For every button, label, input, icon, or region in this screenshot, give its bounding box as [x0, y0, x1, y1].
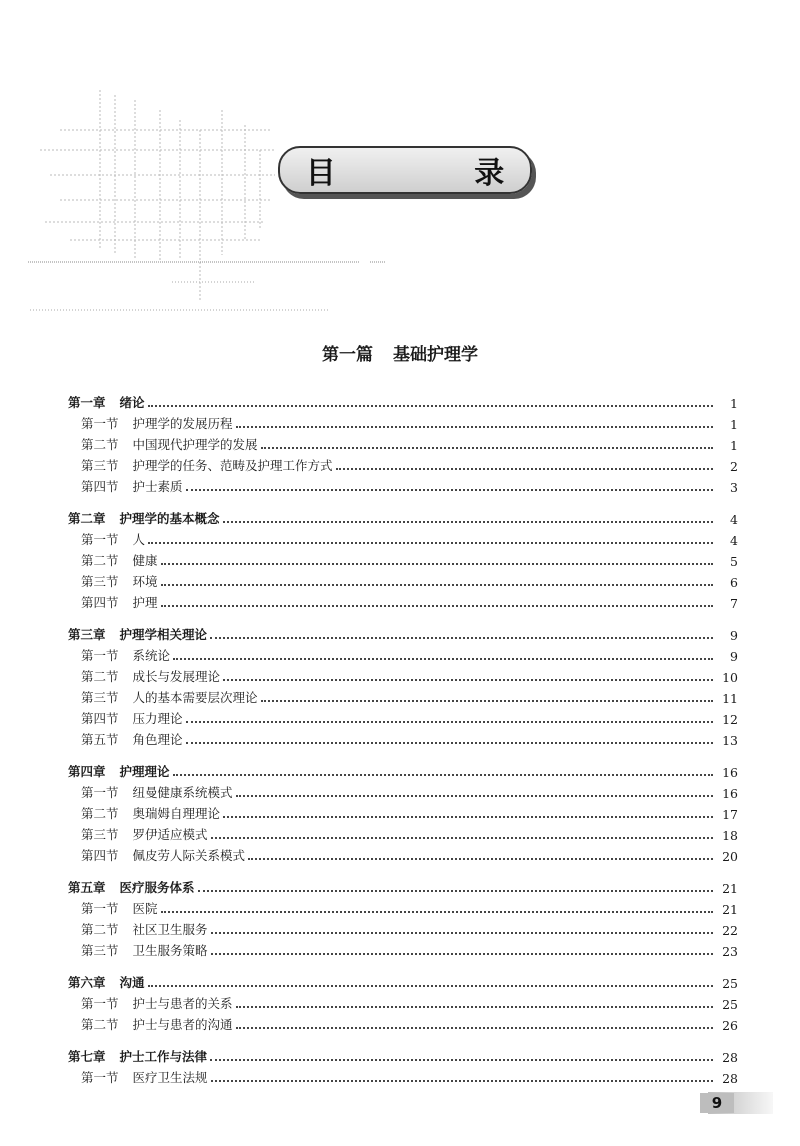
chapter-title: 绪论 [119, 395, 145, 410]
section-title: 护士与患者的关系 [132, 996, 233, 1011]
dot-leader [211, 932, 713, 934]
section-title: 纽曼健康系统模式 [132, 785, 233, 800]
section-title: 系统论 [132, 648, 171, 663]
page-number-ref: 20 [722, 849, 738, 864]
section-title: 人的基本需要层次理论 [132, 690, 258, 705]
section-label: 第二节 [81, 437, 119, 452]
toc-section-entry [68, 643, 738, 664]
toc-section-entry [68, 1065, 738, 1086]
page-number-ref: 28 [722, 1071, 738, 1086]
toc-section-entry [68, 685, 738, 706]
dot-leader [186, 721, 713, 723]
dot-leader [261, 447, 713, 449]
section-title: 罗伊适应模式 [132, 827, 208, 842]
page-number-ref: 23 [722, 944, 738, 959]
dot-leader [210, 1059, 713, 1061]
dot-leader [223, 816, 713, 818]
dot-leader [236, 1027, 713, 1029]
section-label: 第一节 [81, 1070, 119, 1085]
page-number-ref: 16 [722, 765, 738, 780]
dot-leader [261, 700, 713, 702]
toc-chapter-entry [68, 622, 738, 643]
section-title: 佩皮劳人际关系模式 [132, 848, 246, 863]
page-number-ref: 6 [730, 575, 738, 590]
section-title: 健康 [132, 553, 158, 568]
section-title: 中国现代护理学的发展 [132, 437, 258, 452]
toc-section-entry [68, 822, 738, 843]
page-number-ref: 28 [722, 1050, 738, 1065]
section-label: 第一节 [81, 532, 119, 547]
page-number-ref: 21 [722, 881, 738, 896]
toc-section-entry [68, 843, 738, 864]
dot-leader [223, 679, 713, 681]
dot-leader [173, 774, 713, 776]
dot-leader [161, 584, 713, 586]
dot-leader [211, 1080, 713, 1082]
section-label: 第二节 [81, 922, 119, 937]
toc-section-entry [68, 664, 738, 685]
page-number-ref: 25 [722, 976, 738, 991]
chapter-label: 第四章 [68, 764, 106, 779]
page-number-ref: 17 [722, 807, 738, 822]
section-label: 第三节 [81, 574, 119, 589]
page-number-ref: 12 [722, 712, 738, 727]
chapter-title: 医疗服务体系 [119, 880, 195, 895]
dot-leader [211, 837, 713, 839]
chapter-title: 护士工作与法律 [119, 1049, 208, 1064]
section-title: 医院 [132, 901, 158, 916]
toc-section-entry [68, 896, 738, 917]
page-number-ref: 4 [730, 512, 738, 527]
page-number-ref: 4 [730, 533, 738, 548]
toc-section-entry [68, 432, 738, 453]
section-title: 成长与发展理论 [132, 669, 221, 684]
section-title: 奥瑞姆自理理论 [132, 806, 221, 821]
section-label: 第三节 [81, 690, 119, 705]
section-title: 角色理论 [132, 732, 183, 747]
section-label: 第四节 [81, 711, 119, 726]
dot-leader [161, 563, 713, 565]
page-number-ref: 1 [730, 396, 738, 411]
dot-leader [186, 742, 713, 744]
section-title: 护理学的任务、范畴及护理工作方式 [132, 458, 333, 473]
chapter-label: 第七章 [68, 1049, 106, 1064]
page-number-ref: 13 [722, 733, 738, 748]
chapter-label: 第五章 [68, 880, 106, 895]
section-title: 护理学的发展历程 [132, 416, 233, 431]
dot-leader [186, 489, 713, 491]
page-number-ref: 18 [722, 828, 738, 843]
chapter-label: 第三章 [68, 627, 106, 642]
page-number-ref: 22 [722, 923, 738, 938]
page-number-ref: 10 [722, 670, 738, 685]
chapter-title: 护理学的基本概念 [119, 511, 220, 526]
dot-leader [236, 426, 713, 428]
section-title: 护士与患者的沟通 [132, 1017, 233, 1032]
page-number-ref: 9 [730, 628, 738, 643]
section-label: 第一节 [81, 416, 119, 431]
section-label: 第二节 [81, 553, 119, 568]
page-number-ref: 1 [730, 438, 738, 453]
toc-section-entry [68, 991, 738, 1012]
dot-leader [248, 858, 713, 860]
table-of-contents [68, 390, 738, 1086]
page-number-ref: 16 [722, 786, 738, 801]
toc-section-entry [68, 780, 738, 801]
section-label: 第三节 [81, 943, 119, 958]
toc-chapter-entry [68, 506, 738, 527]
section-label: 第二节 [81, 669, 119, 684]
toc-chapter-entry [68, 1044, 738, 1065]
page-number-ref: 3 [730, 480, 738, 495]
page-number-ref: 9 [730, 649, 738, 664]
section-label: 第四节 [81, 595, 119, 610]
section-label: 第三节 [81, 827, 119, 842]
dot-leader [148, 542, 713, 544]
part-title: 第一篇 基础护理学 [322, 345, 478, 365]
toc-title: 目 录 [305, 156, 569, 191]
dot-leader [223, 521, 713, 523]
section-label: 第五节 [81, 732, 119, 747]
section-label: 第二节 [81, 1017, 119, 1032]
dot-leader [236, 1006, 713, 1008]
toc-section-entry [68, 474, 738, 495]
toc-chapter-entry [68, 759, 738, 780]
section-label: 第一节 [81, 901, 119, 916]
toc-section-entry [68, 938, 738, 959]
toc-section-entry [68, 917, 738, 938]
page-number-ref: 25 [722, 997, 738, 1012]
page-number-ref: 7 [730, 596, 738, 611]
chapter-title: 护理理论 [119, 764, 170, 779]
toc-section-entry [68, 801, 738, 822]
chapter-label: 第六章 [68, 975, 106, 990]
page-number-ref: 21 [722, 902, 738, 917]
dot-leader [198, 890, 713, 892]
toc-section-entry [68, 1012, 738, 1033]
toc-section-entry [68, 527, 738, 548]
toc-section-entry [68, 569, 738, 590]
toc-chapter-entry [68, 970, 738, 991]
page-number-ref: 5 [730, 554, 738, 569]
dot-leader [173, 658, 713, 660]
section-title: 人 [132, 532, 146, 547]
chapter-label: 第一章 [68, 395, 106, 410]
section-title: 护理 [132, 595, 158, 610]
chapter-title: 沟通 [119, 975, 145, 990]
section-label: 第四节 [81, 848, 119, 863]
toc-section-entry [68, 590, 738, 611]
toc-section-entry [68, 411, 738, 432]
dot-leader [148, 405, 713, 407]
dot-leader [161, 605, 713, 607]
section-label: 第一节 [81, 996, 119, 1011]
section-title: 医疗卫生法规 [132, 1070, 208, 1085]
dot-leader [336, 468, 713, 470]
dot-leader [210, 637, 713, 639]
toc-section-entry [68, 548, 738, 569]
page-number-ref: 1 [730, 417, 738, 432]
section-title: 护士素质 [132, 479, 183, 494]
section-title: 卫生服务策略 [132, 943, 208, 958]
page-number-ref: 2 [730, 459, 738, 474]
toc-chapter-entry [68, 875, 738, 896]
section-title: 社区卫生服务 [132, 922, 208, 937]
page-number: 9 [700, 1093, 734, 1113]
section-label: 第二节 [81, 806, 119, 821]
dot-leader [161, 911, 713, 913]
section-label: 第一节 [81, 648, 119, 663]
dot-leader [236, 795, 713, 797]
page-number-ref: 11 [722, 691, 738, 706]
dot-leader [148, 985, 713, 987]
section-title: 环境 [132, 574, 158, 589]
page-number-ref: 26 [722, 1018, 738, 1033]
chapter-title: 护理学相关理论 [119, 627, 208, 642]
dot-leader [211, 953, 713, 955]
chapter-label: 第二章 [68, 511, 106, 526]
section-label: 第四节 [81, 479, 119, 494]
toc-section-entry [68, 727, 738, 748]
toc-section-entry [68, 453, 738, 474]
section-label: 第一节 [81, 785, 119, 800]
toc-chapter-entry [68, 390, 738, 411]
section-title: 压力理论 [132, 711, 183, 726]
section-label: 第三节 [81, 458, 119, 473]
toc-section-entry [68, 706, 738, 727]
toc-title-banner [278, 146, 569, 194]
